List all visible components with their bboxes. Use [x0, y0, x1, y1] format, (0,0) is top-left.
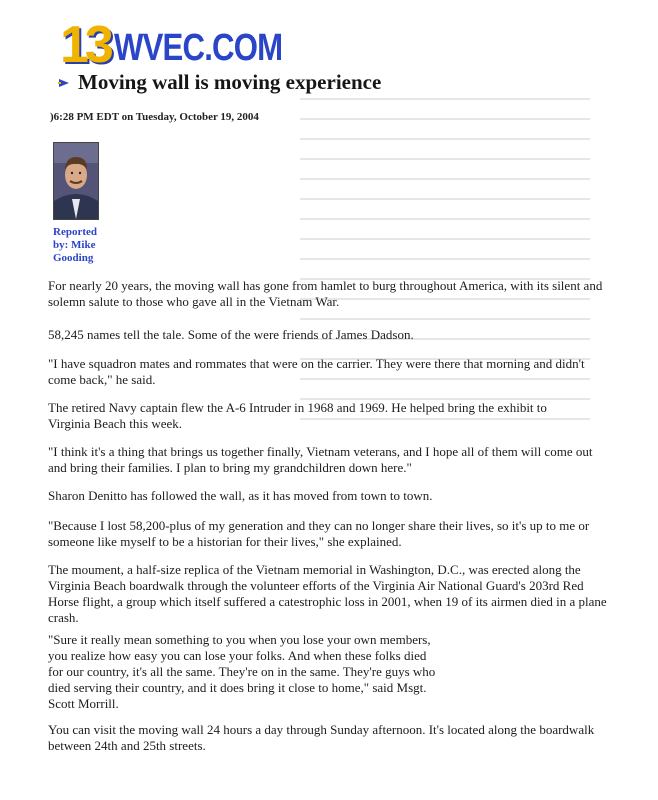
paragraph-8: The moument, a half-size replica of the Vietnam memorial in Washington, D.C., was erected along the Virginia Beach boardwalk through the volunteer efforts of the Virginia Air National Guard's 203rd Red Horse flight, a group which itself suffered a catestrophic loss in 2001, when 19 of its airmen died in a plane crash.: [48, 562, 607, 625]
paragraph-1: For nearly 20 years, the moving wall has gone from hamlet to burg throughout America, with its silent and solemn salute to those who gave all in the Vietnam War.: [48, 278, 603, 309]
logo-text: WVEC.COM: [113, 27, 283, 69]
bullet-arrow-icon: [58, 77, 70, 89]
site-logo[interactable]: [60, 16, 319, 74]
headline-text: Moving wall is moving experience: [78, 70, 382, 94]
reporter-line-3: Gooding: [53, 252, 94, 264]
reporter-photo: [53, 142, 99, 220]
paragraph-10: You can visit the moving wall 24 hours a day through Sunday afternoon. It's located along the boardwalk between 24th and 25th streets.: [48, 722, 595, 753]
reporter-line-1: Reported: [53, 226, 97, 238]
logo-number: 13: [60, 16, 110, 74]
dateline: )6:28 PM EDT on Tuesday, October 19, 2004: [50, 111, 259, 123]
paragraph-7: "Because I lost 58,200-plus of my generation and they can no longer share their lives, so it's up to me or someone like myself to be a historian for their lives," she explained.: [48, 518, 590, 549]
paragraph-5: "I think it's a thing that brings us together finally, Vietnam veterans, and I hope all of them will come out and bring their families. I plan to bring my grandchildren down here.": [48, 444, 593, 475]
reporter-byline[interactable]: [53, 226, 113, 265]
bleed-through-texture: [300, 98, 590, 448]
paragraph-3: "I have squadron mates and rommates that were on the carrier. They were there that morning and didn't come back," he said.: [48, 356, 585, 387]
reporter-line-2: by: Mike: [53, 239, 96, 251]
paragraph-9: "Sure it really mean something to you when you lose your own members, you realize how easy you can lose your folks. And when these folks died for our country, it's all the same. They're on in the same. They're guys who died serving their country, and it does bring it close to home," said Msgt. Scott Morrill.: [48, 632, 436, 711]
paragraph-4: The retired Navy captain flew the A-6 Intruder in 1968 and 1969. He helped bring the exhibit to Virginia Beach this week.: [48, 400, 547, 431]
article-headline: [58, 70, 381, 95]
paragraph-6: Sharon Denitto has followed the wall, as it has moved from town to town.: [48, 488, 433, 503]
paragraph-2: 58,245 names tell the tale. Some of the were friends of James Dadson.: [48, 327, 414, 342]
